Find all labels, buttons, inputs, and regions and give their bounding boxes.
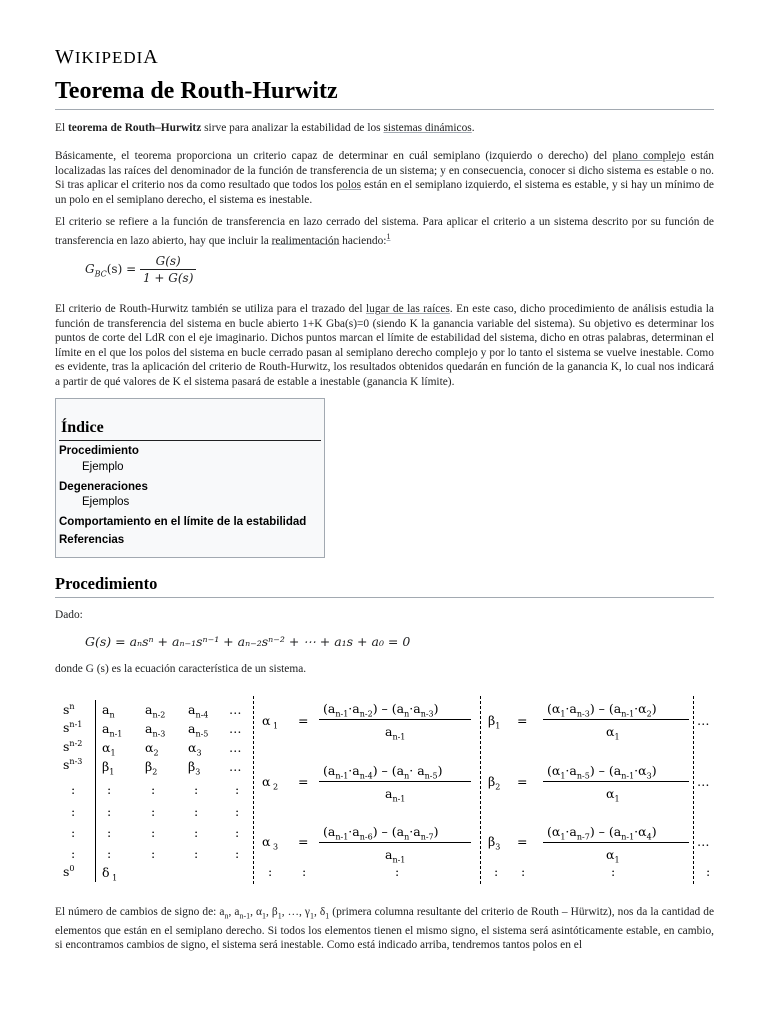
s-label: $s^n$ xyxy=(63,702,75,718)
toc-item-ejemplo[interactable]: Ejemplo xyxy=(82,461,124,473)
toc-item-procedimiento[interactable]: Procedimiento xyxy=(59,445,139,457)
toc-item-referencias[interactable]: Referencias xyxy=(59,534,125,546)
dashed-divider xyxy=(693,696,694,884)
toc-item-comportamiento[interactable]: Comportamiento en el límite de la estabilidad xyxy=(59,516,307,528)
s-label: $s^{n-1}$ xyxy=(63,720,83,736)
link-sistemas-dinamicos[interactable]: sistemas dinámicos xyxy=(383,122,472,134)
s-label: $s^{n-2}$ xyxy=(63,739,83,755)
s-label: $s^{n-3}$ xyxy=(63,757,83,773)
link-realimentacion[interactable]: realimentación xyxy=(271,234,340,247)
wikipedia-wordmark[interactable]: WIKIPEDIA xyxy=(55,46,159,68)
sign-change-paragraph: El número de cambios de signo de: $a_n$, $a_{n-1}$, $\alpha_1$, $\beta_1$, …, $\gamma_1$, $\delta_1$ (primera columna resultante del criterio de Routh – Hürwitz), nos da la cantidad de elementos que están en el semiplano derecho. Si todos los elementos tienen el mismo signo, el sistema será asintóticamente estable, en cambio, si encontramos cambios de signo, el sistema será inestable. Como está indicado arriba, tendremos tantos polos en el xyxy=(55,906,715,952)
vdots: : xyxy=(71,846,76,861)
dashed-divider xyxy=(253,696,254,884)
characteristic-equation: G(s) = aₙsⁿ + aₙ₋₁sⁿ⁻¹ + aₙ₋₂sⁿ⁻² + ⋯ + a₁s + a₀ = 0 xyxy=(85,634,411,649)
donde-text: donde G (s) es la ecuación característica de un sistema. xyxy=(55,663,307,675)
reference-1[interactable]: 1 xyxy=(386,231,391,241)
routh-table: $s^n$ $s^{n-1}$ $s^{n-2}$ $s^{n-3}$ : : : : $s^0$ $a_n$ $a_{n-2}$ $a_{n-4}$ … $a_{n-1}$ $a_{n-3}$ $a_{n-5}$ … $\alpha_1$ $\alpha_2$ $\alpha_3$ … $\beta_1$ $\beta_2$ $\beta_3$ … : : : : : : : : : : : : : : : : δ $_1$ α $_1$ = $(a_{n-1}\cdot a_{n-2}) - (a_n\cdot a_{n-3})$ $a_{n-1}$ α $_2$ = $(a_{n-1}\cdot a_{n-4}) - (a_n\cdot a_{n-5})$ $a_{n-1}$ α $_3$ = $(a_{n-1}\cdot a_{n-6}) - (a_n\cdot a_{n-7})$ $a_{n-1}$ : : : $\beta_1$ = $(\alpha_1\cdot a_{n-3}) - (a_{n-1}\cdot\alpha_2)$ $\alpha_1$ $\beta_2$ = $(\alpha_1\cdot a_{n-5}) - (a_{n-1}\cdot\alpha_3)$ $\alpha_1$ $\beta_3$ = $(\alpha_1\cdot a_{n-7}) - (a_{n-1}\cdot\alpha_4)$ $\alpha_1$ : : : … … … : xyxy=(55,692,715,884)
title-divider xyxy=(55,109,714,110)
routh-separator xyxy=(95,700,96,882)
link-plano-complejo[interactable]: plano complejo xyxy=(612,150,686,162)
s-label: $s^0$ xyxy=(63,864,75,880)
intro-paragraph-3: El criterio se refiere a la función de transferencia en lazo cerrado del sistema. Para aplicar el criterio a un sistema descrito por su función de transferencia en lazo abierto, hay que incluir la realimentación haciendo:$^1$ xyxy=(55,216,714,247)
closed-loop-equation: $G_{BC}(s)$ = $\frac{G(s)}{1 + G(s)}$ xyxy=(85,254,196,285)
intro-paragraph-2: Básicamente, el teorema proporciona un criterio capaz de determinar en cuál semiplano (izquierdo o derecho) del plano complejo están localizadas las raíces del denominador de la función de transferencia de un sistema; y en consecuencia, conocer si dicho sistema es estable o no. Si tras aplicar el criterio nos da como resultado que todos los polos están en el semiplano izquierdo, el sistema es estable, y si hay un mínimo de un polo en el semiplano derecho, el sistema es inestable. xyxy=(55,150,714,206)
link-polos[interactable]: polos xyxy=(336,179,362,191)
toc-item-ejemplos[interactable]: Ejemplos xyxy=(82,496,130,508)
link-lugar-de-las-raices[interactable]: lugar de las raíces xyxy=(365,303,450,315)
toc-item-degeneraciones[interactable]: Degeneraciones xyxy=(59,481,148,493)
intro-paragraph-1: El teorema de Routh–Hurwitz sirve para analizar la estabilidad de los sistemas dinámicos. xyxy=(55,122,475,134)
section-heading-procedimiento: Procedimiento xyxy=(55,574,158,593)
dado-text: Dado: xyxy=(55,609,83,621)
vdots: : xyxy=(71,825,76,840)
toc-divider xyxy=(59,440,321,441)
dashed-divider xyxy=(480,696,481,884)
page-title: Teorema de Routh-Hurwitz xyxy=(55,78,338,104)
vdots: : xyxy=(71,804,76,819)
vdots: : xyxy=(71,782,76,797)
toc-title: Índice xyxy=(61,419,104,436)
section-divider xyxy=(55,597,714,598)
table-of-contents xyxy=(55,398,325,558)
intro-paragraph-4: El criterio de Routh-Hurwitz también se utiliza para el trazado del lugar de las raíces. En este caso, dicho procedimiento de análisis estudia la función de transferencia del sistema en bucle abierto 1+K Gba(s)=0 (siendo K la ganancia variable del sistema). Su objetivo es determinar los puntos de corte del LdR con el eje imaginario. Dichos puntos marcan el límite de estabilidad del sistema, dicho en otras palabras, determinan el límite en el que los polos del sistema en bucle cerrado pasan al semiplano derecho complejo y por lo tanto el sistema se vuelve inestable. Como es evidente, tras la aplicación del criterio de Routh-Hurwitz, los resultados obtenidos quedarán en función de la ganancia K, lo cual nos indicará a partir de qué valores de K el sistema pasará de estable a inestable (ganancia K límite). xyxy=(55,303,714,388)
